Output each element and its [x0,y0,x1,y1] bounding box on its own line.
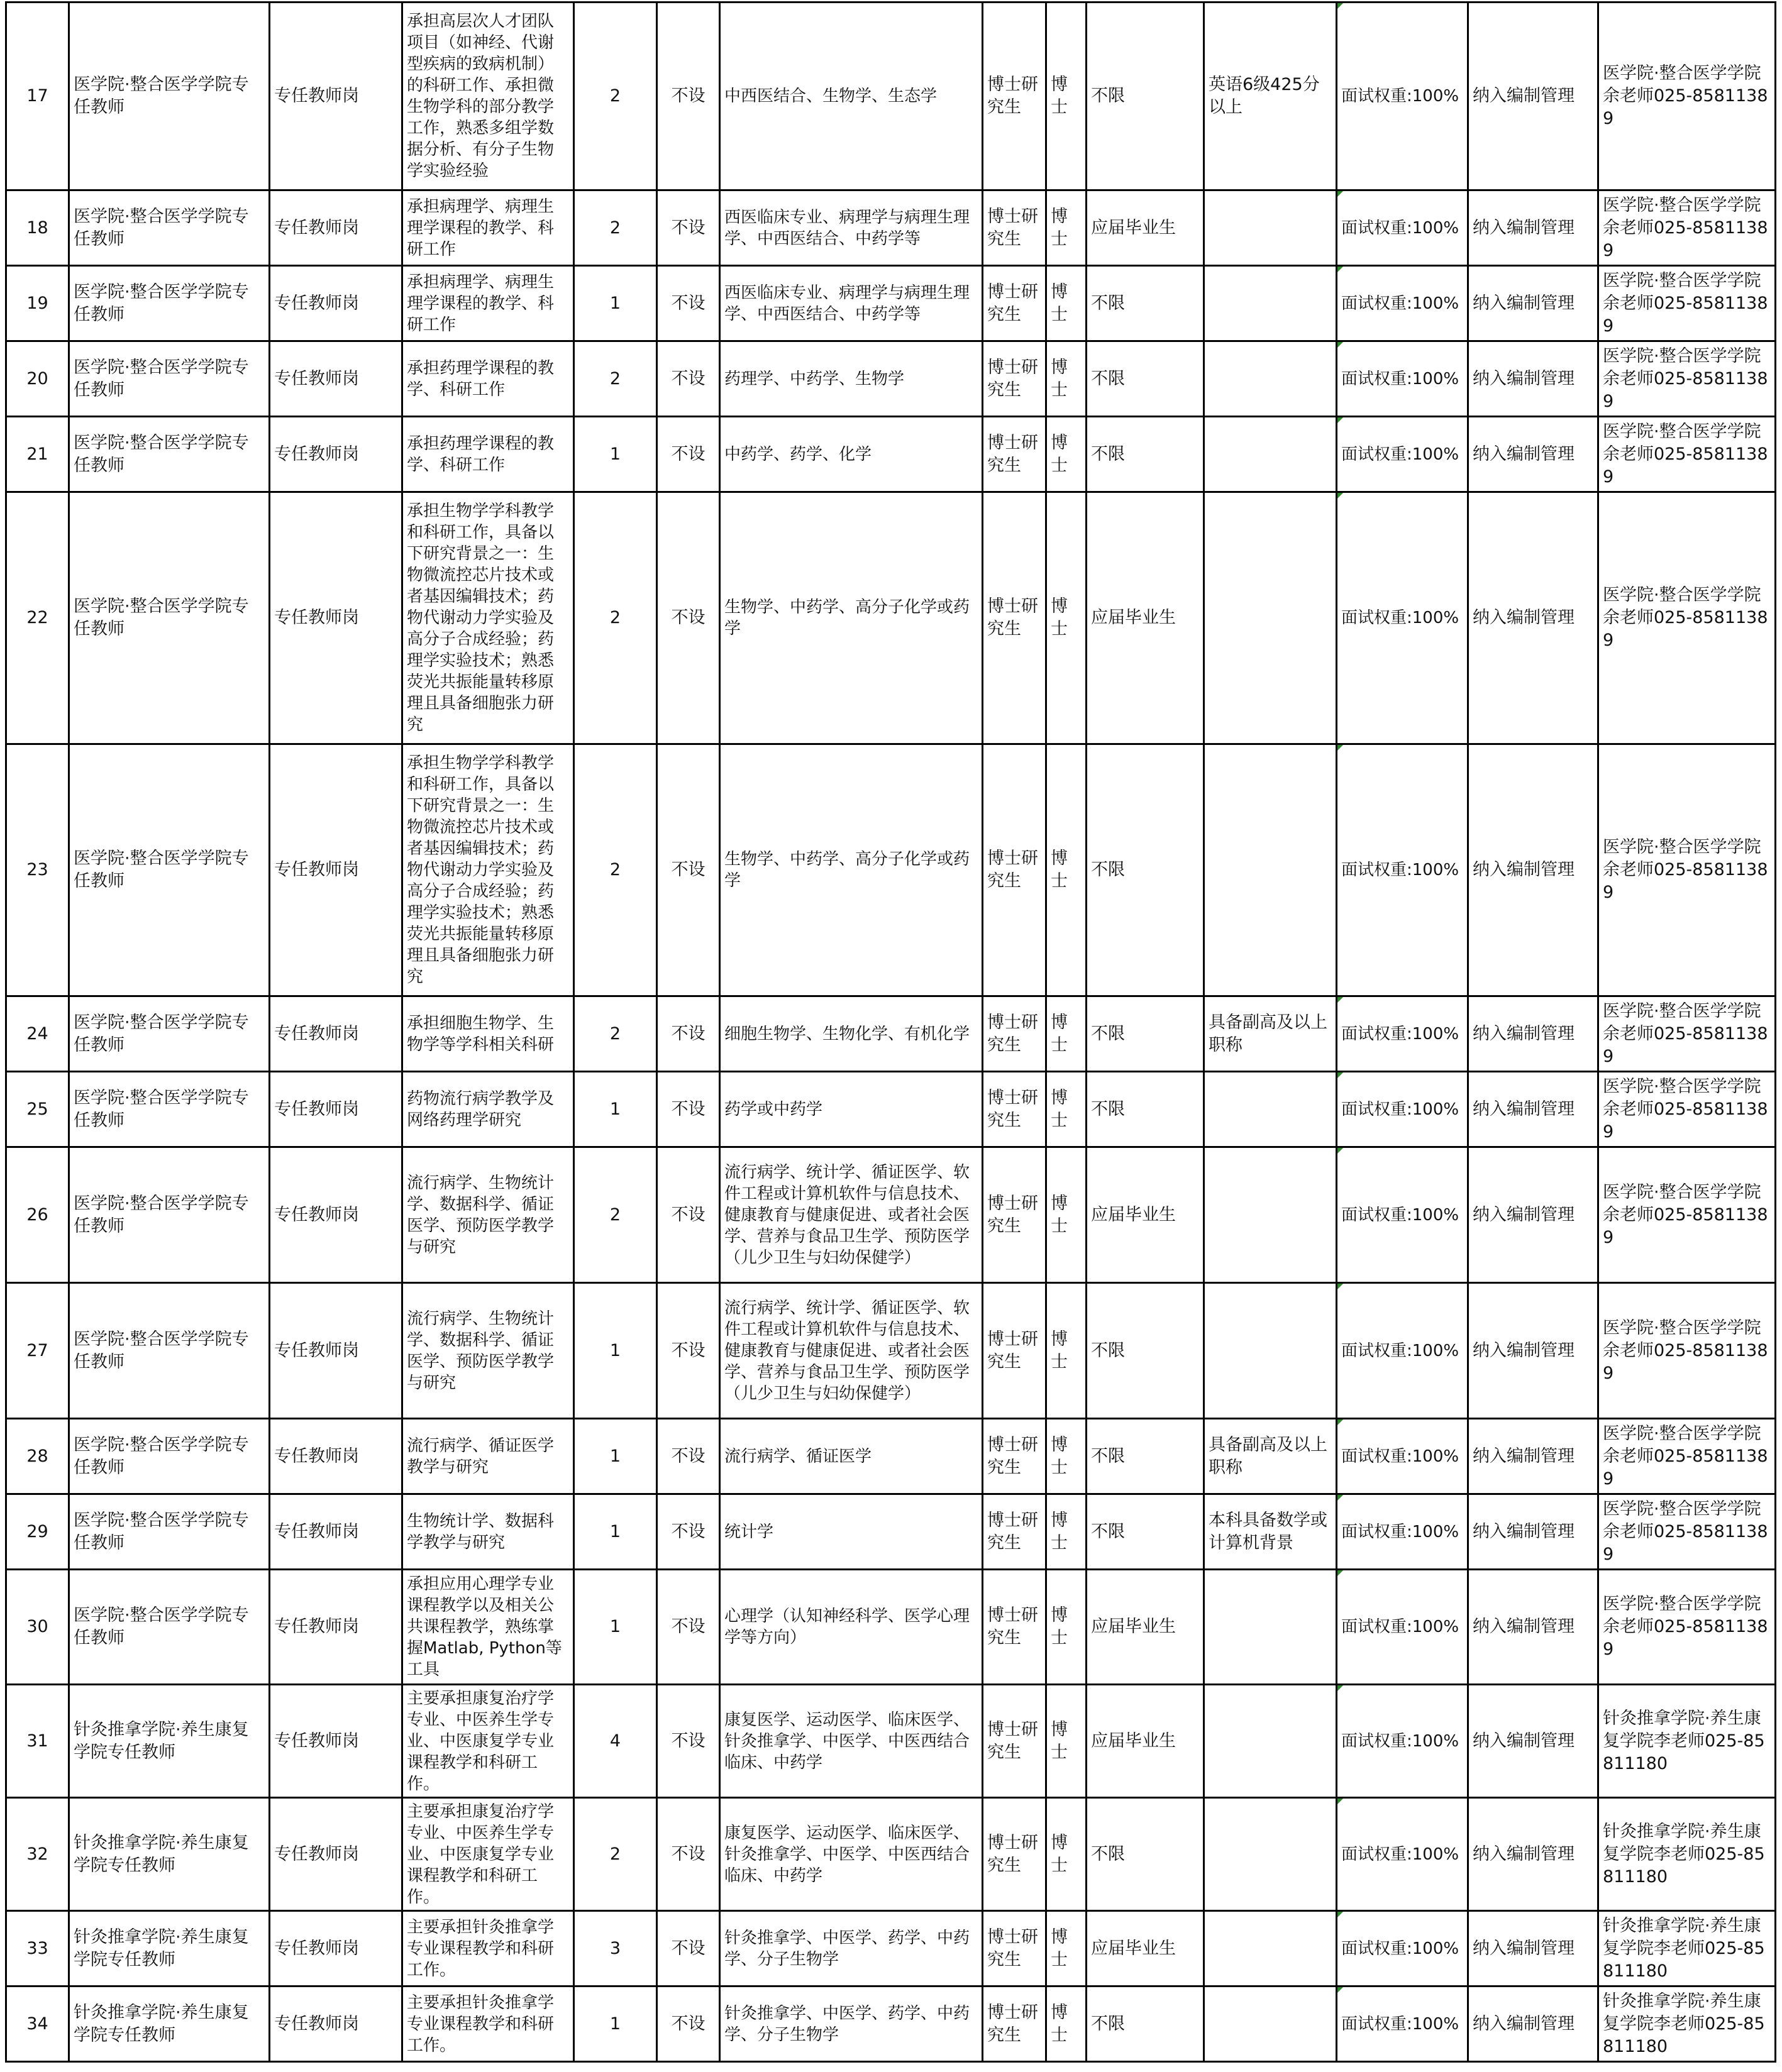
ratio-cell: 不设 [657,190,720,266]
degree-cell: 博士 [1046,1419,1087,1494]
count-cell: 2 [574,3,657,190]
post-cell: 专任教师岗 [270,744,402,996]
interview-weight-cell: 面试权重:100% [1337,1570,1468,1685]
duty-cell: 药物流行病学教学及网络药理学研究 [402,1072,574,1147]
education-cell: 博士研究生 [983,1494,1046,1570]
education-cell: 博士研究生 [983,266,1046,341]
duty-cell: 承担药理学课程的教学、科研工作 [402,341,574,417]
contact-cell: 医学院·整合医学学院余老师025-85811389 [1598,417,1776,492]
target-cell: 应届毕业生 [1087,1570,1204,1685]
contact-cell: 针灸推拿学院·养生康复学院李老师025-85811180 [1598,1911,1776,1987]
table-row [6,996,1776,1072]
target-cell: 应届毕业生 [1087,190,1204,266]
contact-cell: 医学院·整合医学学院余老师025-85811389 [1598,1283,1776,1419]
major-cell: 康复医学、运动医学、临床医学、针灸推拿学、中医学、中医西结合临床、中药学 [720,1685,983,1798]
post-cell: 专任教师岗 [270,1494,402,1570]
count-cell: 2 [574,190,657,266]
interview-weight-cell: 面试权重:100% [1337,1494,1468,1570]
education-cell: 博士研究生 [983,1283,1046,1419]
education-cell: 博士研究生 [983,1911,1046,1987]
table-row [6,417,1776,492]
duty-cell: 主要承担康复治疗学专业、中医养生学专业、中医康复学专业课程教学和科研工作。 [402,1798,574,1911]
contact-cell: 医学院·整合医学学院余老师025-85811389 [1598,341,1776,417]
staffing-cell: 纳入编制管理 [1468,996,1598,1072]
degree-cell: 博士 [1046,492,1087,744]
other-requirement-cell [1204,1987,1337,2062]
duty-cell: 承担生物学学科教学和科研工作，具备以下研究背景之一：生物微流控芯片技术或者基因编辑技术；药物代谢动力学实验及高分子合成经验；药理学实验技术；熟悉荧光共振能量转移原理且具备细胞张力研究 [402,492,574,744]
ratio-cell: 不设 [657,1685,720,1798]
degree-cell: 博士 [1046,1147,1087,1283]
post-cell: 专任教师岗 [270,1570,402,1685]
interview-weight-cell: 面试权重:100% [1337,266,1468,341]
contact-cell: 医学院·整合医学学院余老师025-85811389 [1598,190,1776,266]
post-cell: 专任教师岗 [270,1419,402,1494]
row-number: 26 [6,1147,69,1283]
table-row [6,744,1776,996]
post-cell: 专任教师岗 [270,1072,402,1147]
ratio-cell: 不设 [657,492,720,744]
other-requirement-cell [1204,1798,1337,1911]
staffing-cell: 纳入编制管理 [1468,1911,1598,1987]
unit-cell: 针灸推拿学院·养生康复学院专任教师 [69,1798,270,1911]
count-cell: 1 [574,1987,657,2062]
target-cell: 不限 [1087,1283,1204,1419]
post-cell: 专任教师岗 [270,417,402,492]
post-cell: 专任教师岗 [270,1911,402,1987]
ratio-cell: 不设 [657,1147,720,1283]
post-cell: 专任教师岗 [270,3,402,190]
unit-cell: 医学院·整合医学学院专任教师 [69,744,270,996]
table-row [6,1072,1776,1147]
degree-cell: 博士 [1046,3,1087,190]
degree-cell: 博士 [1046,996,1087,1072]
table-row [6,1494,1776,1570]
degree-cell: 博士 [1046,1283,1087,1419]
other-requirement-cell [1204,341,1337,417]
count-cell: 1 [574,1419,657,1494]
unit-cell: 医学院·整合医学学院专任教师 [69,996,270,1072]
count-cell: 2 [574,341,657,417]
staffing-cell: 纳入编制管理 [1468,1798,1598,1911]
major-cell: 生物学、中药学、高分子化学或药学 [720,492,983,744]
other-requirement-cell: 具备副高及以上职称 [1204,996,1337,1072]
duty-cell: 承担药理学课程的教学、科研工作 [402,417,574,492]
target-cell: 应届毕业生 [1087,1685,1204,1798]
table-row [6,1685,1776,1798]
target-cell: 不限 [1087,266,1204,341]
ratio-cell: 不设 [657,1798,720,1911]
degree-cell: 博士 [1046,1798,1087,1911]
contact-cell: 针灸推拿学院·养生康复学院李老师025-85811180 [1598,1685,1776,1798]
major-cell: 统计学 [720,1494,983,1570]
education-cell: 博士研究生 [983,1798,1046,1911]
unit-cell: 针灸推拿学院·养生康复学院专任教师 [69,1987,270,2062]
degree-cell: 博士 [1046,1685,1087,1798]
row-number: 22 [6,492,69,744]
row-number: 31 [6,1685,69,1798]
other-requirement-cell [1204,1570,1337,1685]
count-cell: 4 [574,1685,657,1798]
count-cell: 1 [574,1570,657,1685]
other-requirement-cell [1204,1911,1337,1987]
ratio-cell: 不设 [657,266,720,341]
row-number: 18 [6,190,69,266]
post-cell: 专任教师岗 [270,1798,402,1911]
interview-weight-cell: 面试权重:100% [1337,1147,1468,1283]
table-row [6,1419,1776,1494]
table-row [6,266,1776,341]
other-requirement-cell [1204,744,1337,996]
count-cell: 2 [574,1147,657,1283]
contact-cell: 医学院·整合医学学院余老师025-85811389 [1598,1419,1776,1494]
staffing-cell: 纳入编制管理 [1468,266,1598,341]
duty-cell: 主要承担针灸推拿学专业课程教学和科研工作。 [402,1911,574,1987]
education-cell: 博士研究生 [983,1072,1046,1147]
post-cell: 专任教师岗 [270,492,402,744]
major-cell: 中西医结合、生物学、生态学 [720,3,983,190]
staffing-cell: 纳入编制管理 [1468,1147,1598,1283]
major-cell: 针灸推拿学、中医学、药学、中药学、分子生物学 [720,1911,983,1987]
interview-weight-cell: 面试权重:100% [1337,417,1468,492]
post-cell: 专任教师岗 [270,266,402,341]
staffing-cell: 纳入编制管理 [1468,1570,1598,1685]
staffing-cell: 纳入编制管理 [1468,190,1598,266]
target-cell: 应届毕业生 [1087,1911,1204,1987]
row-number: 20 [6,341,69,417]
duty-cell: 流行病学、生物统计学、数据科学、循证医学、预防医学教学与研究 [402,1147,574,1283]
other-requirement-cell [1204,1283,1337,1419]
count-cell: 1 [574,1283,657,1419]
row-number: 32 [6,1798,69,1911]
unit-cell: 医学院·整合医学学院专任教师 [69,1494,270,1570]
major-cell: 药理学、中药学、生物学 [720,341,983,417]
table-row [6,1147,1776,1283]
duty-cell: 承担细胞生物学、生物学等学科相关科研 [402,996,574,1072]
contact-cell: 针灸推拿学院·养生康复学院李老师025-85811180 [1598,1987,1776,2062]
education-cell: 博士研究生 [983,341,1046,417]
post-cell: 专任教师岗 [270,996,402,1072]
interview-weight-cell: 面试权重:100% [1337,1283,1468,1419]
target-cell: 应届毕业生 [1087,492,1204,744]
table-row [6,1987,1776,2062]
other-requirement-cell [1204,492,1337,744]
major-cell: 流行病学、统计学、循证医学、软件工程或计算机软件与信息技术、健康教育与健康促进、或者社会医学、营养与食品卫生学、预防医学（儿少卫生与妇幼保健学） [720,1283,983,1419]
duty-cell: 承担生物学学科教学和科研工作，具备以下研究背景之一：生物微流控芯片技术或者基因编辑技术；药物代谢动力学实验及高分子合成经验；药理学实验技术；熟悉荧光共振能量转移原理且具备细胞张力研究 [402,744,574,996]
ratio-cell: 不设 [657,1570,720,1685]
major-cell: 西医临床专业、病理学与病理生理学、中西医结合、中药学等 [720,266,983,341]
unit-cell: 医学院·整合医学学院专任教师 [69,1147,270,1283]
major-cell: 生物学、中药学、高分子化学或药学 [720,744,983,996]
count-cell: 1 [574,1072,657,1147]
major-cell: 针灸推拿学、中医学、药学、中药学、分子生物学 [720,1987,983,2062]
count-cell: 1 [574,417,657,492]
contact-cell: 医学院·整合医学学院余老师025-85811389 [1598,266,1776,341]
table-row [6,1911,1776,1987]
interview-weight-cell: 面试权重:100% [1337,1987,1468,2062]
count-cell: 1 [574,266,657,341]
education-cell: 博士研究生 [983,3,1046,190]
ratio-cell: 不设 [657,1987,720,2062]
post-cell: 专任教师岗 [270,190,402,266]
row-number: 23 [6,744,69,996]
ratio-cell: 不设 [657,341,720,417]
degree-cell: 博士 [1046,1987,1087,2062]
row-number: 33 [6,1911,69,1987]
ratio-cell: 不设 [657,1494,720,1570]
unit-cell: 针灸推拿学院·养生康复学院专任教师 [69,1685,270,1798]
table-row [6,1798,1776,1911]
row-number: 28 [6,1419,69,1494]
major-cell: 西医临床专业、病理学与病理生理学、中西医结合、中药学等 [720,190,983,266]
post-cell: 专任教师岗 [270,1147,402,1283]
recruitment-table [5,1,1776,2063]
unit-cell: 医学院·整合医学学院专任教师 [69,1570,270,1685]
duty-cell: 承担应用心理学专业课程教学以及相关公共课程教学，熟练掌握Matlab, Python等工具 [402,1570,574,1685]
staffing-cell: 纳入编制管理 [1468,3,1598,190]
interview-weight-cell: 面试权重:100% [1337,190,1468,266]
target-cell: 不限 [1087,1987,1204,2062]
target-cell: 不限 [1087,1072,1204,1147]
post-cell: 专任教师岗 [270,341,402,417]
unit-cell: 医学院·整合医学学院专任教师 [69,1283,270,1419]
education-cell: 博士研究生 [983,744,1046,996]
post-cell: 专任教师岗 [270,1685,402,1798]
contact-cell: 针灸推拿学院·养生康复学院李老师025-85811180 [1598,1798,1776,1911]
ratio-cell: 不设 [657,744,720,996]
table-body [6,3,1776,2062]
unit-cell: 医学院·整合医学学院专任教师 [69,190,270,266]
target-cell: 不限 [1087,1494,1204,1570]
row-number: 19 [6,266,69,341]
ratio-cell: 不设 [657,3,720,190]
count-cell: 1 [574,1494,657,1570]
other-requirement-cell [1204,1685,1337,1798]
other-requirement-cell [1204,190,1337,266]
row-number: 17 [6,3,69,190]
interview-weight-cell: 面试权重:100% [1337,1685,1468,1798]
education-cell: 博士研究生 [983,1419,1046,1494]
staffing-cell: 纳入编制管理 [1468,1494,1598,1570]
education-cell: 博士研究生 [983,1570,1046,1685]
unit-cell: 医学院·整合医学学院专任教师 [69,492,270,744]
staffing-cell: 纳入编制管理 [1468,1283,1598,1419]
degree-cell: 博士 [1046,744,1087,996]
interview-weight-cell: 面试权重:100% [1337,1072,1468,1147]
interview-weight-cell: 面试权重:100% [1337,744,1468,996]
interview-weight-cell: 面试权重:100% [1337,996,1468,1072]
contact-cell: 医学院·整合医学学院余老师025-85811389 [1598,744,1776,996]
count-cell: 3 [574,1911,657,1987]
target-cell: 不限 [1087,996,1204,1072]
education-cell: 博士研究生 [983,1685,1046,1798]
target-cell: 不限 [1087,417,1204,492]
staffing-cell: 纳入编制管理 [1468,492,1598,744]
table-row [6,190,1776,266]
interview-weight-cell: 面试权重:100% [1337,1798,1468,1911]
count-cell: 2 [574,996,657,1072]
row-number: 21 [6,417,69,492]
other-requirement-cell [1204,1072,1337,1147]
unit-cell: 医学院·整合医学学院专任教师 [69,417,270,492]
staffing-cell: 纳入编制管理 [1468,417,1598,492]
contact-cell: 医学院·整合医学学院余老师025-85811389 [1598,1494,1776,1570]
other-requirement-cell [1204,417,1337,492]
staffing-cell: 纳入编制管理 [1468,1072,1598,1147]
row-number: 29 [6,1494,69,1570]
degree-cell: 博士 [1046,341,1087,417]
post-cell: 专任教师岗 [270,1283,402,1419]
ratio-cell: 不设 [657,1283,720,1419]
staffing-cell: 纳入编制管理 [1468,744,1598,996]
unit-cell: 医学院·整合医学学院专任教师 [69,3,270,190]
interview-weight-cell: 面试权重:100% [1337,1419,1468,1494]
table-row [6,1570,1776,1685]
degree-cell: 博士 [1046,190,1087,266]
duty-cell: 承担高层次人才团队项目（如神经、代谢型疾病的致病机制）的科研工作、承担微生物学科的部分教学工作，熟悉多组学数据分析、有分子生物学实验经验 [402,3,574,190]
other-requirement-cell [1204,1147,1337,1283]
duty-cell: 生物统计学、数据科学教学与研究 [402,1494,574,1570]
duty-cell: 承担病理学、病理生理学课程的教学、科研工作 [402,190,574,266]
count-cell: 2 [574,492,657,744]
table-row [6,492,1776,744]
ratio-cell: 不设 [657,1072,720,1147]
target-cell: 不限 [1087,3,1204,190]
contact-cell: 医学院·整合医学学院余老师025-85811389 [1598,1570,1776,1685]
contact-cell: 医学院·整合医学学院余老师025-85811389 [1598,1072,1776,1147]
row-number: 24 [6,996,69,1072]
target-cell: 不限 [1087,744,1204,996]
duty-cell: 承担病理学、病理生理学课程的教学、科研工作 [402,266,574,341]
interview-weight-cell: 面试权重:100% [1337,3,1468,190]
ratio-cell: 不设 [657,996,720,1072]
target-cell: 不限 [1087,1798,1204,1911]
other-requirement-cell: 本科具备数学或计算机背景 [1204,1494,1337,1570]
table-row [6,1283,1776,1419]
major-cell: 流行病学、循证医学 [720,1419,983,1494]
contact-cell: 医学院·整合医学学院余老师025-85811389 [1598,3,1776,190]
staffing-cell: 纳入编制管理 [1468,341,1598,417]
unit-cell: 医学院·整合医学学院专任教师 [69,1419,270,1494]
staffing-cell: 纳入编制管理 [1468,1419,1598,1494]
unit-cell: 医学院·整合医学学院专任教师 [69,341,270,417]
education-cell: 博士研究生 [983,417,1046,492]
row-number: 25 [6,1072,69,1147]
education-cell: 博士研究生 [983,1987,1046,2062]
degree-cell: 博士 [1046,1494,1087,1570]
contact-cell: 医学院·整合医学学院余老师025-85811389 [1598,996,1776,1072]
row-number: 27 [6,1283,69,1419]
contact-cell: 医学院·整合医学学院余老师025-85811389 [1598,492,1776,744]
interview-weight-cell: 面试权重:100% [1337,341,1468,417]
other-requirement-cell: 英语6级425分以上 [1204,3,1337,190]
degree-cell: 博士 [1046,266,1087,341]
ratio-cell: 不设 [657,1419,720,1494]
staffing-cell: 纳入编制管理 [1468,1685,1598,1798]
ratio-cell: 不设 [657,1911,720,1987]
major-cell: 康复医学、运动医学、临床医学、针灸推拿学、中医学、中医西结合临床、中药学 [720,1798,983,1911]
duty-cell: 流行病学、生物统计学、数据科学、循证医学、预防医学教学与研究 [402,1283,574,1419]
row-number: 34 [6,1987,69,2062]
education-cell: 博士研究生 [983,1147,1046,1283]
interview-weight-cell: 面试权重:100% [1337,1911,1468,1987]
other-requirement-cell: 具备副高及以上职称 [1204,1419,1337,1494]
target-cell: 不限 [1087,1419,1204,1494]
row-number: 30 [6,1570,69,1685]
education-cell: 博士研究生 [983,190,1046,266]
duty-cell: 主要承担康复治疗学专业、中医养生学专业、中医康复学专业课程教学和科研工作。 [402,1685,574,1798]
target-cell: 应届毕业生 [1087,1147,1204,1283]
major-cell: 细胞生物学、生物化学、有机化学 [720,996,983,1072]
interview-weight-cell: 面试权重:100% [1337,492,1468,744]
target-cell: 不限 [1087,341,1204,417]
ratio-cell: 不设 [657,417,720,492]
degree-cell: 博士 [1046,417,1087,492]
unit-cell: 医学院·整合医学学院专任教师 [69,1072,270,1147]
post-cell: 专任教师岗 [270,1987,402,2062]
degree-cell: 博士 [1046,1911,1087,1987]
table-row [6,341,1776,417]
degree-cell: 博士 [1046,1072,1087,1147]
education-cell: 博士研究生 [983,492,1046,744]
other-requirement-cell [1204,266,1337,341]
duty-cell: 流行病学、循证医学教学与研究 [402,1419,574,1494]
major-cell: 药学或中药学 [720,1072,983,1147]
major-cell: 流行病学、统计学、循证医学、软件工程或计算机软件与信息技术、健康教育与健康促进、或者社会医学、营养与食品卫生学、预防医学（儿少卫生与妇幼保健学） [720,1147,983,1283]
unit-cell: 医学院·整合医学学院专任教师 [69,266,270,341]
education-cell: 博士研究生 [983,996,1046,1072]
major-cell: 中药学、药学、化学 [720,417,983,492]
contact-cell: 医学院·整合医学学院余老师025-85811389 [1598,1147,1776,1283]
major-cell: 心理学（认知神经科学、医学心理学等方向） [720,1570,983,1685]
degree-cell: 博士 [1046,1570,1087,1685]
count-cell: 2 [574,744,657,996]
duty-cell: 主要承担针灸推拿学专业课程教学和科研工作。 [402,1987,574,2062]
table-row [6,3,1776,190]
count-cell: 2 [574,1798,657,1911]
unit-cell: 针灸推拿学院·养生康复学院专任教师 [69,1911,270,1987]
staffing-cell: 纳入编制管理 [1468,1987,1598,2062]
